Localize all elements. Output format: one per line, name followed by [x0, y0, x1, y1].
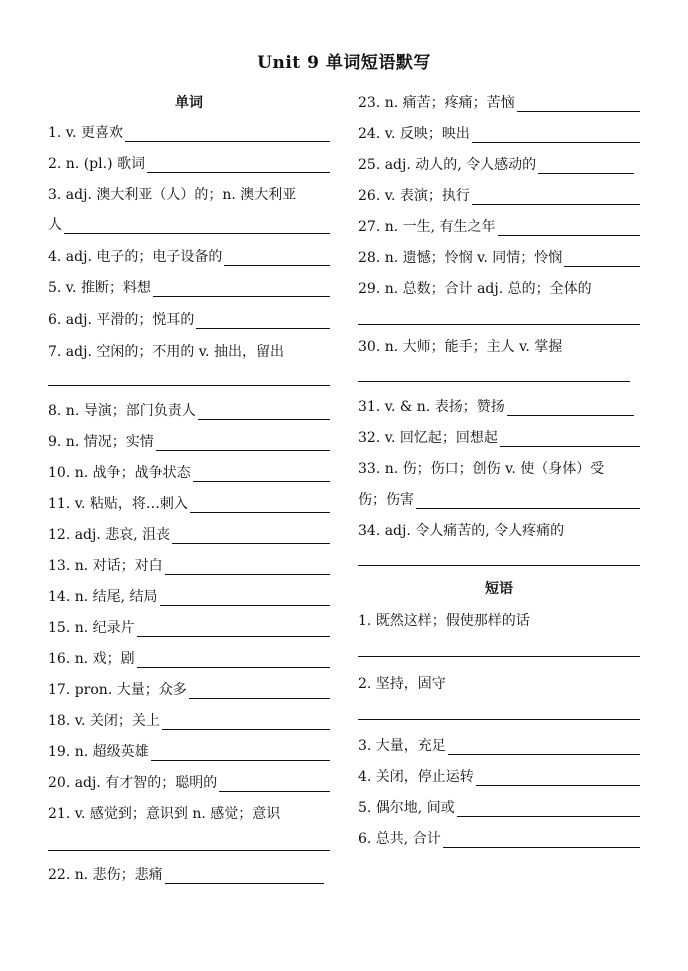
vocab-item: 16. n. 戏；剧: [48, 646, 330, 668]
answer-blank[interactable]: [457, 800, 640, 817]
vocab-item: 33. n. 伤；伤口；创伤 v. 使（身体）受: [358, 461, 605, 477]
answer-blank[interactable]: [172, 527, 330, 544]
vocab-item: 32. v. 回忆起；回想起: [358, 425, 640, 447]
vocab-item: 20. adj. 有才智的；聪明的: [48, 770, 330, 792]
answer-line[interactable]: [358, 381, 630, 382]
answer-blank[interactable]: [137, 620, 330, 637]
vocab-item: 14. n. 结尾, 结局: [48, 584, 330, 606]
vocab-item: 4. adj. 电子的；电子设备的: [48, 244, 330, 266]
vocab-item: 5. v. 推断；料想: [48, 275, 330, 297]
answer-blank[interactable]: [416, 492, 640, 509]
answer-blank[interactable]: [476, 769, 640, 786]
vocab-item: 19. n. 超级英雄: [48, 739, 330, 761]
answer-line[interactable]: [358, 719, 640, 720]
answer-blank[interactable]: [137, 651, 330, 668]
vocab-item: 3. adj. 澳大利亚（人）的；n. 澳大利亚: [48, 187, 297, 203]
answer-blank[interactable]: [151, 744, 330, 761]
phrase-item: 5. 偶尔地, 间或: [358, 795, 640, 817]
vocab-item: 18. v. 关闭；关上: [48, 708, 330, 730]
answer-blank[interactable]: [64, 217, 330, 234]
answer-blank[interactable]: [156, 434, 330, 451]
vocab-item: 伤；伤害: [358, 487, 640, 509]
answer-blank[interactable]: [153, 280, 330, 297]
phrase-item: 4. 关闭，停止运转: [358, 764, 640, 786]
vocab-item: 13. n. 对话；对白: [48, 553, 330, 575]
answer-blank[interactable]: [190, 496, 330, 513]
phrase-item: 3. 大量，充足: [358, 733, 640, 755]
answer-line[interactable]: [48, 385, 330, 386]
phrase-item: 1. 既然这样；假使那样的话: [358, 613, 530, 629]
answer-line[interactable]: [358, 656, 640, 657]
vocab-item: 2. n. (pl.) 歌词: [48, 151, 330, 173]
vocab-item: 10. n. 战争；战争状态: [48, 460, 330, 482]
answer-blank[interactable]: [507, 399, 634, 416]
page-title: Unit 9 单词短语默写: [257, 53, 431, 73]
answer-blank[interactable]: [162, 713, 330, 730]
vocab-item: 25. adj. 动人的, 令人感动的: [358, 152, 634, 174]
answer-blank[interactable]: [125, 125, 330, 142]
vocab-item: 6. adj. 平滑的；悦耳的: [48, 307, 330, 329]
vocab-item: 21. v. 感觉到；意识到 n. 感觉；意识: [48, 806, 281, 822]
answer-blank[interactable]: [498, 219, 640, 236]
vocab-item: 12. adj. 悲哀, 沮丧: [48, 522, 330, 544]
vocab-item: 人: [48, 212, 330, 234]
answer-line[interactable]: [48, 850, 330, 851]
vocab-item: 1. v. 更喜欢: [48, 120, 330, 142]
vocab-item: 11. v. 粘贴，将…刺入: [48, 491, 330, 513]
vocab-item: 31. v. & n. 表扬；赞扬: [358, 394, 634, 416]
answer-blank[interactable]: [219, 775, 330, 792]
vocab-item: 26. v. 表演；执行: [358, 183, 640, 205]
vocab-item: 24. v. 反映；映出: [358, 121, 640, 143]
vocab-item: 9. n. 情况；实情: [48, 429, 330, 451]
answer-blank[interactable]: [147, 156, 330, 173]
answer-blank[interactable]: [472, 126, 640, 143]
vocab-item: 28. n. 遗憾；怜悯 v. 同情；怜悯: [358, 245, 640, 267]
vocab-item: 22. n. 悲伤；悲痛: [48, 862, 324, 884]
phrase-item: 6. 总共, 合计: [358, 826, 640, 848]
vocab-item: 17. pron. 大量；众多: [48, 677, 330, 699]
answer-blank[interactable]: [189, 682, 330, 699]
phrase-item: 2. 坚持，固守: [358, 676, 446, 692]
answer-blank[interactable]: [165, 867, 324, 884]
answer-blank[interactable]: [472, 188, 640, 205]
answer-blank[interactable]: [500, 430, 640, 447]
vocab-item: 15. n. 纪录片: [48, 615, 330, 637]
answer-blank[interactable]: [538, 157, 634, 174]
answer-blank[interactable]: [564, 250, 640, 267]
phrase-heading: 短语: [485, 581, 513, 597]
answer-blank[interactable]: [224, 249, 330, 266]
answer-blank[interactable]: [448, 738, 640, 755]
answer-blank[interactable]: [198, 403, 330, 420]
answer-blank[interactable]: [160, 589, 330, 606]
vocab-item: 27. n. 一生, 有生之年: [358, 214, 640, 236]
vocab-heading: 单词: [175, 95, 203, 111]
answer-line[interactable]: [358, 565, 640, 566]
vocab-item: 8. n. 导演；部门负责人: [48, 398, 330, 420]
vocab-item: 7. adj. 空闲的；不用的 v. 抽出，留出: [48, 344, 284, 360]
answer-line[interactable]: [358, 324, 640, 325]
vocab-item: 23. n. 痛苦；疼痛；苦恼: [358, 90, 640, 112]
answer-blank[interactable]: [443, 831, 640, 848]
answer-blank[interactable]: [517, 95, 640, 112]
answer-blank[interactable]: [196, 312, 330, 329]
vocab-item: 34. adj. 令人痛苦的, 令人疼痛的: [358, 523, 565, 539]
vocab-item: 29. n. 总数；合计 adj. 总的；全体的: [358, 281, 592, 297]
answer-blank[interactable]: [165, 558, 330, 575]
vocab-item: 30. n. 大师；能手；主人 v. 掌握: [358, 339, 563, 355]
answer-blank[interactable]: [193, 465, 330, 482]
